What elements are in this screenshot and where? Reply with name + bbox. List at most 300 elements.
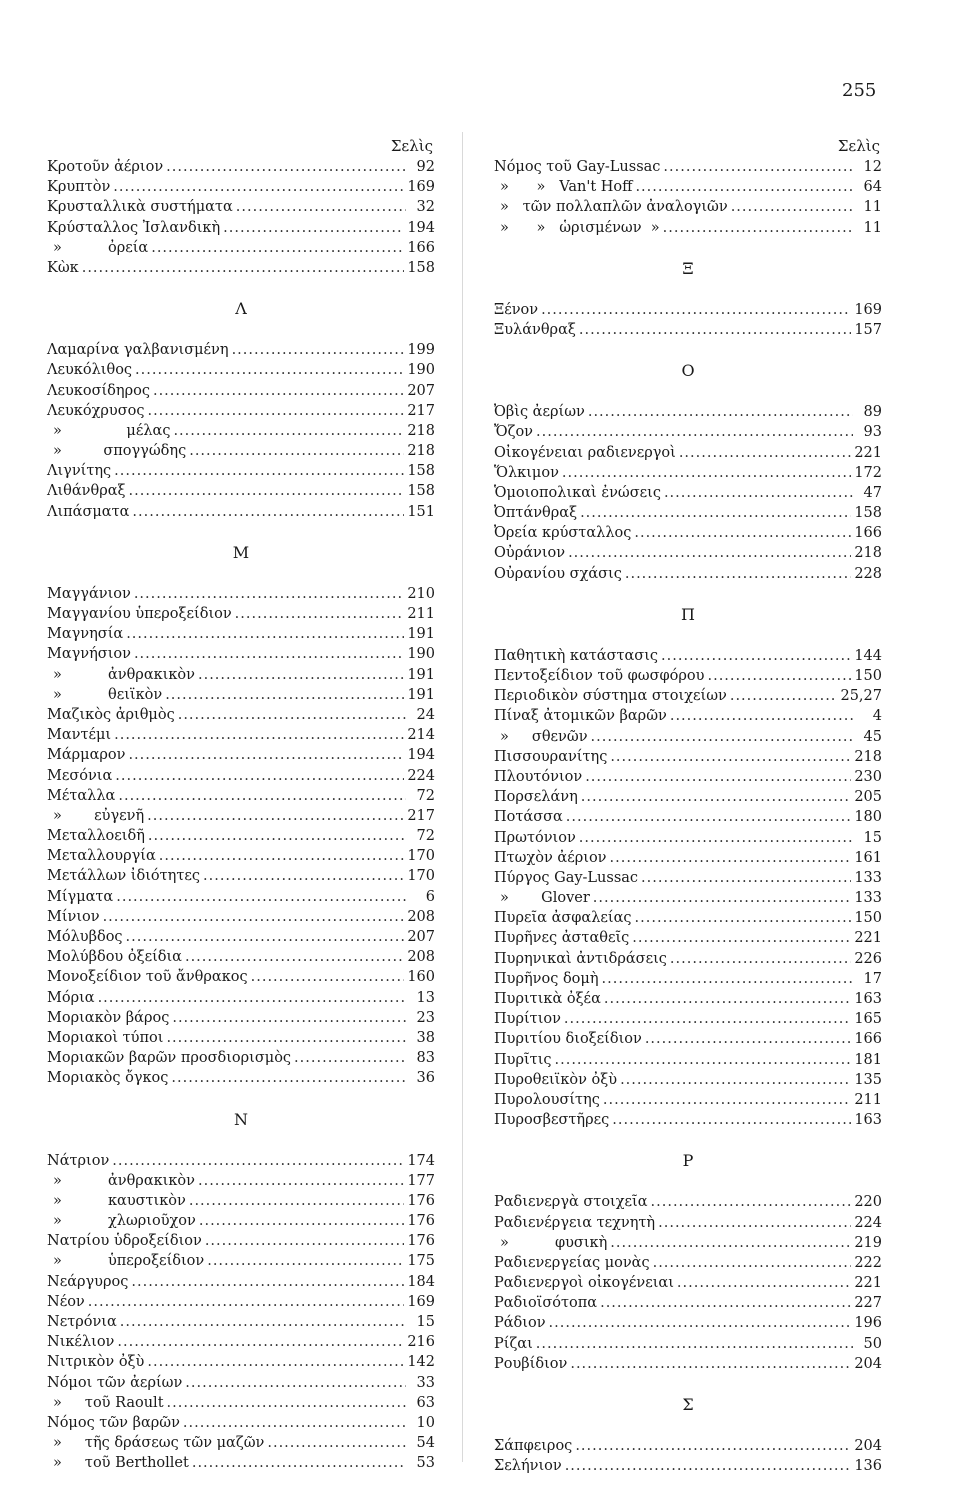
dot-leader — [564, 1009, 851, 1029]
index-page-number: 165 — [854, 1011, 882, 1028]
section-letter-heading: Μ — [232, 542, 250, 562]
index-entry — [494, 1009, 882, 1029]
index-page-number: 176 — [407, 1233, 435, 1250]
index-page-number: 33 — [416, 1374, 435, 1391]
index-entry — [47, 360, 435, 380]
index-page-number: 47 — [863, 484, 882, 501]
index-term: » τῆς δράσεως τῶν μαζῶν — [53, 1435, 265, 1452]
index-entry — [494, 1354, 882, 1374]
index-entry — [47, 481, 435, 501]
index-page-number: 170 — [407, 868, 435, 885]
dot-leader — [294, 1048, 406, 1068]
index-entry — [494, 969, 882, 989]
index-entry — [494, 787, 882, 807]
index-page-number: 17 — [863, 970, 882, 987]
dot-leader — [115, 766, 404, 786]
index-entry — [494, 1110, 882, 1130]
index-entry — [47, 381, 435, 401]
index-page-number: 25,27 — [840, 688, 882, 705]
index-entry — [47, 157, 435, 177]
section-letter-heading: Ξ — [682, 258, 694, 278]
column-header: Σελὶς — [390, 137, 433, 155]
index-page-number: 227 — [854, 1295, 882, 1312]
index-page-number: 224 — [854, 1214, 882, 1231]
dot-leader — [153, 381, 404, 401]
index-entry — [47, 1028, 435, 1048]
index-entry — [494, 1090, 882, 1110]
dot-leader — [610, 848, 852, 868]
index-term: Οἰκογένειαι ραδιενεργοὶ — [494, 444, 676, 461]
index-term: Ραδιενεργοὶ οἰκογένειαι — [494, 1275, 674, 1292]
dot-leader — [612, 1110, 851, 1130]
dot-leader — [267, 1433, 406, 1453]
dot-leader — [205, 1231, 405, 1251]
index-page-number: 217 — [407, 402, 435, 419]
dot-leader — [625, 564, 851, 584]
index-entry — [47, 1292, 435, 1312]
index-term: Παθητικὴ κατάστασις — [494, 647, 659, 664]
dot-leader — [113, 177, 404, 197]
index-term: Κρυπτὸν — [47, 179, 111, 196]
index-page-number: 93 — [863, 424, 882, 441]
index-term: Μετάλλων ἰδιότητες — [47, 868, 200, 885]
index-page-number: 135 — [854, 1071, 882, 1088]
index-entry — [47, 786, 435, 806]
dot-leader — [555, 1050, 852, 1070]
index-entry — [494, 197, 882, 217]
index-entry — [47, 1453, 435, 1473]
section-letter-heading: Λ — [235, 299, 247, 319]
index-entry — [47, 1211, 435, 1231]
index-page-number: 191 — [407, 626, 435, 643]
dot-leader — [148, 826, 406, 846]
index-page-number: 163 — [854, 1112, 882, 1129]
dot-leader — [581, 787, 852, 807]
dot-leader — [635, 177, 853, 197]
index-term: » ὑπεροξείδιον — [53, 1253, 205, 1270]
dot-leader — [579, 828, 853, 848]
index-term: Ὅλκιμον — [494, 464, 559, 481]
dot-leader — [585, 767, 851, 787]
dot-leader — [579, 320, 851, 340]
index-term: Πεντοξείδιον τοῦ φωσφόρου — [494, 668, 705, 684]
dot-leader — [562, 463, 851, 483]
dot-leader — [661, 646, 851, 666]
index-page-number: 160 — [407, 969, 435, 986]
dot-leader — [183, 1413, 406, 1433]
index-term: Κρυσταλλικὰ συστήματα — [47, 199, 233, 216]
index-page-number: 136 — [854, 1458, 882, 1475]
index-page-number: 207 — [407, 382, 435, 399]
index-page-number: 174 — [407, 1152, 435, 1169]
index-entry — [494, 177, 882, 197]
index-page-number: 151 — [407, 503, 435, 520]
index-entry — [494, 949, 882, 969]
index-page-number: 199 — [407, 342, 435, 359]
dot-leader — [192, 1453, 406, 1473]
index-term: Λιθάνθραξ — [47, 483, 126, 500]
index-term: Ραδιενεργείας μονὰς — [494, 1254, 650, 1271]
index-entry — [47, 907, 435, 927]
dot-leader — [251, 967, 405, 987]
dot-leader — [114, 725, 404, 745]
dot-leader — [126, 927, 405, 947]
index-term: Ὁμοιοπολικαὶ ἐνώσεις — [494, 484, 661, 501]
index-term: Μαγγανίου ὑπεροξείδιον — [47, 606, 232, 622]
index-term: Ραδιενέργεια τεχνητὴ — [494, 1214, 656, 1231]
index-entry — [47, 1352, 435, 1372]
index-term: Μαγνησία — [47, 626, 124, 643]
index-entry — [47, 461, 435, 481]
index-entry — [47, 584, 435, 604]
index-page-number: 92 — [416, 159, 435, 175]
index-term: Λιπάσματα — [47, 503, 130, 520]
dot-leader — [565, 1456, 852, 1476]
index-page-number: 204 — [854, 1438, 882, 1454]
index-term: Μαγγάνιον — [47, 585, 131, 602]
index-page-number: 166 — [854, 1031, 882, 1048]
index-page-number: 11 — [863, 199, 882, 216]
index-term: Πυρῆνος δομὴ — [494, 970, 599, 987]
index-page-number: 196 — [854, 1315, 882, 1332]
index-term: Πυρῖτις — [494, 1051, 552, 1068]
index-entry — [47, 502, 435, 522]
index-entry — [47, 846, 435, 866]
dot-leader — [635, 908, 852, 928]
index-term: » ὀρεία — [53, 239, 149, 256]
index-page-number: 172 — [854, 464, 882, 481]
index-term: Πυροσβεστῆρες — [494, 1112, 610, 1129]
index-term: Κὼκ — [47, 259, 79, 276]
dot-leader — [166, 1028, 406, 1048]
index-page-number: 133 — [854, 869, 882, 886]
index-entry — [494, 1456, 882, 1476]
dot-leader — [151, 238, 404, 258]
index-page-number: 54 — [416, 1435, 435, 1452]
dot-leader — [570, 1354, 851, 1374]
index-column-right — [494, 135, 882, 1476]
index-term: Κροτοῦν ἀέριον — [47, 159, 164, 175]
index-page-number: 63 — [416, 1394, 435, 1411]
dot-leader — [632, 928, 851, 948]
index-term: Μίγματα — [47, 888, 114, 905]
index-term: Κρύσταλλος Ἰσλανδικὴ — [47, 219, 221, 236]
index-page-number: 210 — [407, 585, 435, 602]
index-page-number: 169 — [407, 1293, 435, 1310]
index-term: Πορσελάνη — [494, 789, 578, 806]
index-term: Νικέλιον — [47, 1334, 115, 1351]
section-letter-heading: Σ — [682, 1395, 694, 1414]
section-letter-heading: Ν — [234, 1109, 248, 1129]
index-term: » σπογγώδης — [53, 443, 187, 460]
index-term: » καυστικὸν — [53, 1192, 186, 1209]
index-term: Ρουβίδιον — [494, 1355, 568, 1372]
index-entry — [494, 1293, 882, 1313]
index-page-number: 36 — [416, 1070, 435, 1087]
dot-leader — [653, 1253, 852, 1273]
index-term: Πύργος Gay-Lussac — [494, 869, 639, 886]
index-term: Οὐράνιον — [494, 545, 566, 562]
index-section — [494, 584, 882, 1131]
dot-leader — [536, 422, 853, 442]
index-page-number: 221 — [854, 1275, 882, 1292]
index-term: Πισσουρανίτης — [494, 748, 608, 765]
index-page-number: 208 — [407, 908, 435, 925]
index-term: Μεσόνια — [47, 767, 113, 784]
index-entry — [494, 1070, 882, 1090]
index-entry — [47, 1191, 435, 1211]
index-entry — [47, 1251, 435, 1271]
dot-leader — [82, 258, 405, 278]
index-term: Ρίζαι — [494, 1335, 533, 1352]
index-section — [494, 238, 882, 340]
index-page-number: 169 — [854, 301, 882, 318]
index-section — [47, 157, 435, 278]
index-entry — [47, 826, 435, 846]
index-page-number: 15 — [863, 829, 882, 846]
index-term: Ὄζον — [494, 424, 533, 441]
index-term: Λαμαρίνα γαλβανισμένη — [47, 342, 229, 359]
index-entry — [494, 888, 882, 908]
dot-leader — [189, 1191, 404, 1211]
index-entry — [47, 1151, 435, 1171]
dot-leader — [610, 1233, 851, 1253]
dot-leader — [580, 503, 851, 523]
dot-leader — [600, 1293, 851, 1313]
index-page-number: 15 — [416, 1314, 435, 1330]
index-term: » φυσικὴ — [500, 1234, 608, 1251]
index-entry — [47, 441, 435, 461]
index-page-number: 205 — [854, 789, 882, 806]
index-page-number: 207 — [407, 929, 435, 945]
index-entry — [494, 1050, 882, 1070]
index-entry — [494, 300, 882, 320]
index-entry — [494, 320, 882, 340]
index-entry — [47, 1048, 435, 1068]
index-page-number: 230 — [854, 768, 882, 785]
section-letter-heading: Ρ — [682, 1151, 694, 1171]
index-term: Ραδιενεργὰ στοιχεῖα — [494, 1194, 648, 1211]
dot-leader — [120, 1312, 406, 1332]
index-entry — [494, 1213, 882, 1233]
index-page-number: 144 — [854, 647, 882, 664]
index-entry — [47, 1008, 435, 1028]
dot-leader — [147, 1352, 404, 1372]
dot-leader — [645, 1029, 851, 1049]
dot-leader — [651, 1192, 852, 1212]
index-page-number: 158 — [407, 463, 435, 480]
index-page-number: 218 — [407, 443, 435, 460]
index-page-number: 4 — [872, 708, 882, 725]
index-page-number: 217 — [407, 807, 435, 824]
index-page-number: 218 — [854, 545, 882, 562]
index-entry — [494, 564, 882, 584]
index-term: Μολύβδου ὀξείδια — [47, 949, 182, 966]
dot-leader — [588, 402, 853, 422]
index-entry — [47, 1413, 435, 1433]
index-entry — [494, 666, 882, 686]
index-page-number: 158 — [407, 259, 435, 276]
dot-leader — [185, 947, 404, 967]
index-page-number: 23 — [416, 1009, 435, 1026]
index-entry — [47, 197, 435, 217]
index-entry — [494, 1273, 882, 1293]
index-section — [494, 1374, 882, 1476]
dot-leader — [147, 401, 404, 421]
column-header: Σελὶς — [837, 137, 880, 155]
index-term: » σθενῶν — [500, 728, 588, 745]
index-page-number: 214 — [407, 727, 435, 744]
index-page-number: 219 — [854, 1234, 882, 1251]
index-term: Ράδιον — [494, 1315, 546, 1332]
dot-leader — [223, 218, 404, 238]
dot-leader — [549, 1313, 852, 1333]
index-page-number: 181 — [854, 1051, 882, 1068]
index-page-number: 191 — [407, 666, 435, 683]
index-page-number: 180 — [854, 809, 882, 826]
dot-leader — [131, 1272, 404, 1292]
dot-leader — [610, 747, 851, 767]
index-page-number: 133 — [854, 890, 882, 907]
index-entry — [494, 928, 882, 948]
index-page-number: 161 — [854, 849, 882, 866]
index-page-number: 142 — [407, 1354, 435, 1371]
index-page-number: 222 — [854, 1254, 882, 1271]
index-page-number: 220 — [854, 1194, 882, 1211]
index-entry — [494, 503, 882, 523]
index-entry — [47, 866, 435, 886]
index-term: Περιοδικὸν σύστημα στοιχείων — [494, 688, 727, 705]
index-entry — [47, 766, 435, 786]
dot-leader — [568, 543, 851, 563]
dot-leader — [603, 1090, 851, 1110]
index-entry — [494, 157, 882, 177]
index-page-number: 24 — [416, 706, 435, 723]
index-entry — [494, 1233, 882, 1253]
index-page-number: 89 — [863, 404, 882, 421]
dot-leader — [128, 745, 404, 765]
section-letter-heading: Π — [681, 604, 695, 624]
index-entry — [494, 523, 882, 543]
index-term: » τοῦ Berthollet — [53, 1455, 189, 1472]
index-term: Νιτρικὸν ὀξὺ — [47, 1354, 145, 1371]
dot-leader — [203, 866, 404, 886]
index-entry — [47, 947, 435, 967]
index-entry — [494, 727, 882, 747]
index-page-number: 190 — [407, 362, 435, 379]
index-section — [47, 278, 435, 522]
index-term: Νέον — [47, 1293, 85, 1310]
index-page-number: 194 — [407, 747, 435, 764]
index-entry — [494, 686, 882, 706]
index-term: Σάπφειρος — [494, 1438, 573, 1454]
index-entry — [47, 1231, 435, 1251]
index-entry — [47, 177, 435, 197]
dot-leader — [541, 300, 851, 320]
index-page-number: 53 — [416, 1455, 435, 1472]
index-section — [47, 522, 435, 1089]
index-entry — [47, 988, 435, 1008]
index-entry — [494, 989, 882, 1009]
index-term: Πρωτόνιον — [494, 829, 576, 846]
index-page-number: 83 — [416, 1050, 435, 1067]
index-term: Λιγνίτης — [47, 463, 112, 480]
index-term: Πυριτικὰ ὀξέα — [494, 991, 601, 1007]
index-term: Νάτριον — [47, 1152, 110, 1169]
index-entry — [494, 767, 882, 787]
index-term: Μοριακοὶ τύποι — [47, 1029, 164, 1046]
index-term: Πυρίτιον — [494, 1011, 561, 1028]
index-term: Νόμος τῶν βαρῶν — [47, 1414, 180, 1431]
index-term: Πλουτόνιον — [494, 768, 583, 785]
dot-leader — [198, 665, 404, 685]
dot-leader — [566, 807, 852, 827]
index-entry — [494, 483, 882, 503]
index-entry — [494, 1253, 882, 1273]
index-term: Ραδιοϊσότοπα — [494, 1295, 598, 1312]
dot-leader — [591, 727, 853, 747]
index-term: Μίνιον — [47, 908, 100, 925]
index-term: Μοριακὸν βάρος — [47, 1009, 170, 1026]
index-term: » εὐγενῆ — [53, 807, 145, 824]
index-entry — [494, 848, 882, 868]
dot-leader — [159, 846, 405, 866]
index-entry — [47, 1312, 435, 1332]
index-term: Νετρόνια — [47, 1314, 117, 1330]
index-page-number: 13 — [416, 989, 435, 1006]
index-entry — [47, 644, 435, 664]
index-page-number: 6 — [425, 888, 435, 905]
dot-leader — [173, 421, 404, 441]
dot-leader — [731, 197, 853, 217]
index-term: Πτωχὸν ἀέριον — [494, 849, 607, 866]
index-page-number: 176 — [407, 1192, 435, 1209]
dot-leader — [679, 443, 851, 463]
index-page-number: 150 — [854, 910, 882, 927]
index-term: » ἀνθρακικὸν — [53, 666, 195, 683]
index-page-number: 175 — [407, 1253, 435, 1270]
index-page-number: 45 — [863, 728, 882, 745]
dot-leader — [604, 989, 851, 1009]
index-entry — [47, 725, 435, 745]
dot-leader — [167, 1393, 406, 1413]
column-divider — [462, 132, 463, 1462]
index-page-number: 158 — [407, 483, 435, 500]
index-term: Πυροθειϊκὸν ὀξὺ — [494, 1071, 618, 1088]
index-term: Οὐρανίου σχάσις — [494, 565, 622, 582]
index-term: Μοριακὸς ὄγκος — [47, 1070, 169, 1087]
index-term: Ὀπτάνθραξ — [494, 505, 578, 522]
index-page-number: 184 — [407, 1273, 435, 1290]
index-term: » θειϊκὸν — [53, 686, 163, 703]
index-column-left — [47, 135, 435, 1474]
index-term: » τῶν πολλαπλῶν ἀναλογιῶν — [500, 199, 728, 216]
index-term: » χλωριοῦχον — [53, 1213, 196, 1230]
index-page-number: 191 — [407, 686, 435, 703]
dot-leader — [116, 887, 406, 907]
dot-leader — [670, 949, 851, 969]
index-term: Πυρολουσίτης — [494, 1091, 600, 1108]
index-page-number: 226 — [854, 950, 882, 967]
dot-leader — [129, 481, 405, 501]
index-term: » ἀνθρακικὸν — [53, 1172, 195, 1189]
index-term: Μαγνήσιον — [47, 646, 131, 663]
index-term: Πυριτίου διοξείδιον — [494, 1031, 642, 1048]
dot-leader — [677, 1273, 851, 1293]
dot-leader — [707, 666, 851, 686]
page-number: 255 — [842, 80, 877, 101]
index-page-number: 169 — [407, 179, 435, 196]
